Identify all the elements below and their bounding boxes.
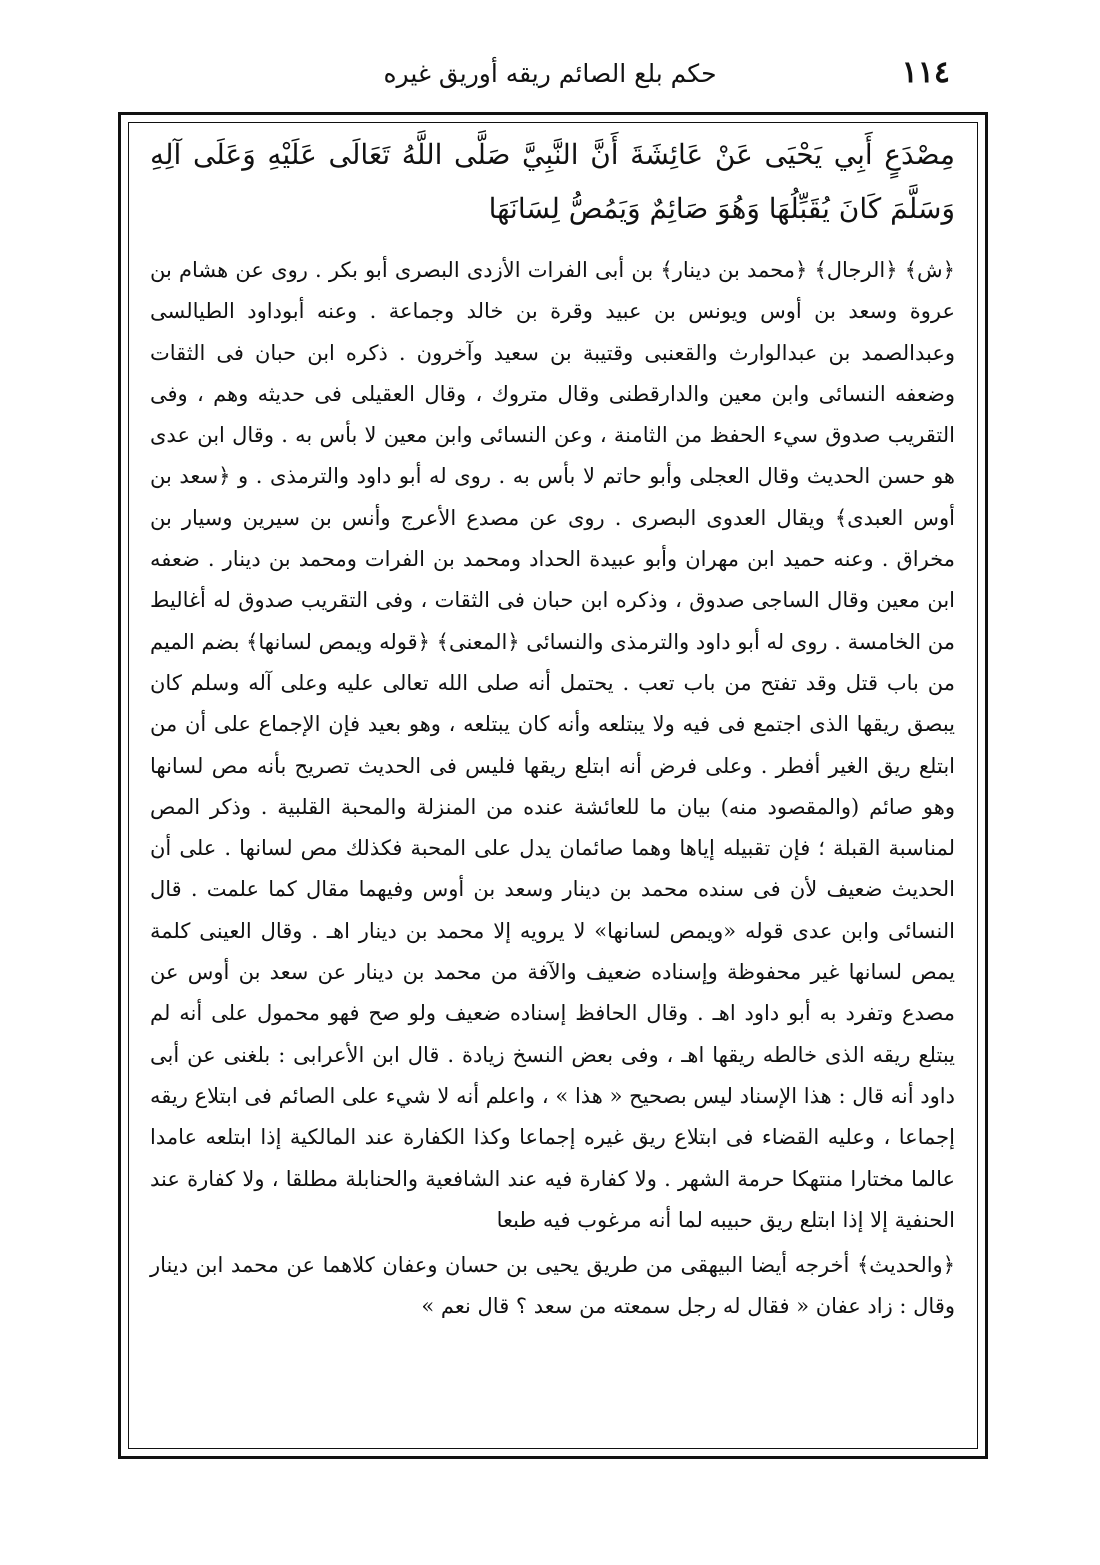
hadith-text: مِصْدَعٍ أَبِي يَحْيَى عَنْ عَائِشَةَ أَنَّ النَّبِيَّ صَلَّى اللَّهُ تَعَالَى عَلَيْهِ وَعَلَى آلِهِ وَسَلَّمَ كَانَ يُقَبِّلُهَا وَهُوَ صَائِمٌ وَيَمُصُّ لِسَانَهَا [150,138,955,225]
running-title: حكم بلع الصائم ريقه أوريق غيره [383,59,717,88]
hadith-source-text: ﴿والحديث﴾ أخرجه أيضا البيهقى من طريق يحيى بن حسان وعفان كلاهما عن محمد ابن دينار وقال : زاد عفان « فقال له رجل سمعته من سعد ؟ قال نعم » [150,1253,955,1319]
page-header [120,55,980,99]
page-body [150,128,955,1443]
page-number: ١١٤ [901,55,950,90]
commentary-text: ﴿ش﴾ ﴿الرجال﴾ ﴿محمد بن دينار﴾ بن أبى الفرات الأزدى البصرى أبو بكر . روى عن هشام بن عروة وسعد بن أوس ويونس بن عبيد وقرة بن خالد وجماعة . وعنه أبوداود الطيالسى وعبدالصمد بن عبدالوارث والقعنبى وقتيبة بن سعيد وآخرون . ذكره ابن حبان فى الثقات وضعفه النسائى وابن معين والدارقطنى وقال متروك ، وقال العقيلى فى حديثه وهم ، وفى التقريب صدوق سيء الحفظ من الثامنة ، وعن النسائى وابن معين لا بأس به . وقال ابن عدى هو حسن الحديث وقال العجلى وأبو حاتم لا بأس به . روى له أبو داود والترمذى . و ﴿سعد بن أوس العبدى﴾ ويقال العدوى البصرى . روى عن مصدع الأعرج وأنس بن سيرين وسيار بن مخراق . وعنه حميد ابن مهران وأبو عبيدة الحداد ومحمد بن الفرات ومحمد بن دينار . ضعفه ابن معين وقال الساجى صدوق ، وذكره ابن حبان فى الثقات ، وفى التقريب صدوق له أغاليط من الخامسة . روى له أبو داود والترمذى والنسائى ﴿المعنى﴾ ﴿قوله ويمص لسانها﴾ بضم الميم من باب قتل وقد تفتح من باب تعب . يحتمل أنه صلى الله تعالى عليه وعلى آله وسلم كان يبصق ريقها الذى اجتمع فى فيه ولا يبتلعه وأنه كان يبتلعه ، وهو بعيد فإن الإجماع على أن من ابتلع ريق الغير أفطر . وعلى فرض أنه ابتلع ريقها فليس فى الحديث تصريح بأنه مص لسانها وهو صائم (والمقصود منه) بيان ما للعائشة عنده من المنزلة والمحبة القلبية . وذكر المص لمناسبة القبلة ؛ فإن تقبيله إياها وهما صائمان يدل على المحبة فكذلك مص لسانها . على أن الحديث ضعيف لأن فى سنده محمد بن دينار وسعد بن أوس وفيهما مقال كما علمت . قال النسائى وابن عدى قوله «ويمص لسانها» لا يرويه إلا محمد بن دينار اهـ . وقال العينى كلمة يمص لسانها غير محفوظة وإسناده ضعيف والآفة من محمد بن دينار عن سعد بن أوس عن مصدع وتفرد به أبو داود اهـ . وقال الحافظ إسناده ضعيف ولو صح فهو محمول على أنه لم يبتلع ريقه الذى خالطه ريقها اهـ ، وفى بعض النسخ زيادة . قال ابن الأعرابى : بلغنى عن أبى داود أنه قال : هذا الإسناد ليس بصحيح « هذا » ، واعلم أنه لا شيء على الصائم فى ابتلاع ريقه إجماعا ، وعليه القضاء فى ابتلاع ريق غيره إجماعا وكذا الكفارة عند المالكية إذا ابتلعه عامدا عالما مختارا منتهكا حرمة الشهر . ولا كفارة فيه عند الشافعية والحنابلة مطلقا ، ولا كفارة عند الحنفية إلا إذا ابتلع ريق حبيبه لما أنه مرغوب فيه طبعا [150,258,955,1232]
